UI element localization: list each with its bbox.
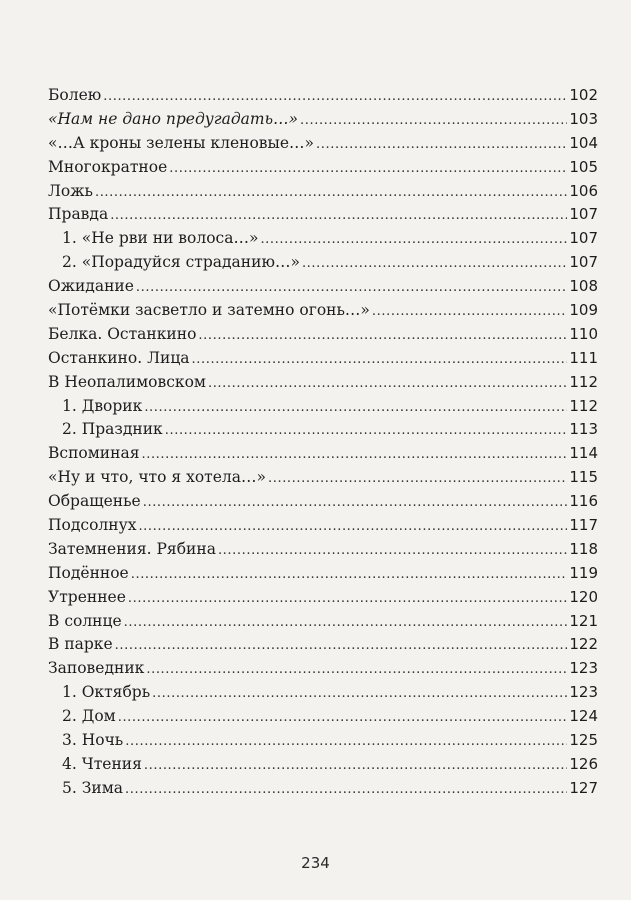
toc-entry	[48, 657, 598, 681]
toc-entry-page: 127	[569, 778, 598, 797]
toc-entry-title: 1. Октябрь	[62, 683, 151, 702]
toc-subentry	[48, 753, 598, 777]
toc-entry	[48, 490, 598, 514]
toc-entry	[48, 610, 598, 634]
toc-entry-title: Белка. Останкино	[48, 324, 197, 343]
toc-entry-page: 120	[569, 587, 598, 606]
toc-entry-title: Правда	[48, 205, 109, 224]
page-number: 234	[301, 854, 330, 872]
toc-entry-page: 108	[569, 277, 598, 296]
toc-entry	[48, 132, 598, 156]
dot-leader	[302, 252, 567, 276]
toc-entry-page: 124	[569, 707, 598, 726]
toc-entry	[48, 180, 598, 204]
dot-leader	[300, 109, 567, 133]
toc-entry-page: 119	[569, 563, 598, 582]
toc-subentry	[48, 251, 598, 275]
toc-entry-title: Ложь	[48, 181, 93, 200]
toc-entry-page: 107	[569, 205, 598, 224]
toc-entry-title: Многократное	[48, 157, 168, 176]
toc-entry	[48, 442, 598, 466]
dot-leader	[268, 467, 567, 491]
toc-entry-title: 5. Зима	[62, 778, 124, 797]
toc-entry-page: 125	[569, 731, 598, 750]
dot-leader	[372, 300, 567, 324]
toc-entry-page: 123	[569, 683, 598, 702]
dot-leader	[118, 706, 568, 730]
dot-leader	[136, 276, 567, 300]
toc-entry	[48, 347, 598, 371]
toc-entry-page: 126	[569, 754, 598, 773]
dot-leader	[192, 348, 568, 372]
dot-leader	[124, 611, 568, 635]
toc-entry-title: В парке	[48, 635, 113, 654]
toc-entry-title: Затемнения. Рябина	[48, 539, 216, 558]
toc-subentry	[48, 705, 598, 729]
dot-leader	[169, 157, 567, 181]
toc-entry-title: «Нам не дано предугадать…»	[48, 109, 299, 128]
toc-entry-page: 110	[569, 324, 598, 343]
dot-leader	[110, 204, 567, 228]
toc-entry-page: 105	[569, 157, 598, 176]
dot-leader	[152, 682, 567, 706]
toc-entry	[48, 299, 598, 323]
toc-entry	[48, 562, 598, 586]
toc-subentry	[48, 418, 598, 442]
dot-leader	[95, 181, 567, 205]
toc-entry	[48, 275, 598, 299]
toc-entry-title: В солнце	[48, 611, 122, 630]
dot-leader	[165, 419, 568, 443]
toc-entry-page: 116	[569, 492, 598, 511]
toc-entry-title: 1. «Не рви ни волоса…»	[62, 229, 259, 248]
toc-entry-page: 113	[569, 420, 598, 439]
toc-entry-page: 111	[569, 348, 598, 367]
toc-subentry	[48, 681, 598, 705]
toc-entry-title: 2. «Порадуйся страданию…»	[62, 253, 300, 272]
toc-entry	[48, 633, 598, 657]
toc-entry-title: Обращенье	[48, 492, 141, 511]
dot-leader	[128, 587, 567, 611]
dot-leader	[218, 539, 567, 563]
dot-leader	[125, 778, 567, 802]
toc-subentry	[48, 395, 598, 419]
toc-entry-title: Заповедник	[48, 659, 145, 678]
dot-leader	[146, 658, 567, 682]
toc-entry	[48, 108, 598, 132]
dot-leader	[316, 133, 567, 157]
dot-leader	[138, 515, 567, 539]
toc-entry-title: Подённое	[48, 563, 129, 582]
toc-entry-page: 115	[569, 468, 598, 487]
toc-entry-page: 122	[569, 635, 598, 654]
toc-entry-title: Утреннее	[48, 587, 126, 606]
toc-entry-title: 2. Дом	[62, 707, 116, 726]
toc-entry-title: Подсолнух	[48, 516, 137, 535]
dot-leader	[144, 396, 567, 420]
toc-entry	[48, 586, 598, 610]
toc-entry-title: Ожидание	[48, 277, 134, 296]
toc-entry-page: 112	[569, 396, 598, 415]
toc-entry-page: 109	[569, 301, 598, 320]
toc-entry-page: 103	[569, 109, 598, 128]
toc-entry	[48, 371, 598, 395]
dot-leader	[131, 563, 568, 587]
toc-entry-page: 102	[569, 86, 598, 104]
toc-entry-page: 117	[569, 516, 598, 535]
toc-entry-page: 104	[569, 133, 598, 152]
dot-leader	[125, 730, 567, 754]
toc-entry-page: 106	[569, 181, 598, 200]
dot-leader	[208, 372, 567, 396]
toc-entry	[48, 466, 598, 490]
toc-subentry	[48, 777, 598, 801]
dot-leader	[141, 443, 567, 467]
toc-entry-page: 112	[569, 372, 598, 391]
toc-entry-title: 2. Праздник	[62, 420, 163, 439]
toc-entry-title: 4. Чтения	[62, 754, 142, 773]
dot-leader	[143, 491, 568, 515]
toc-entry-title: Вспоминая	[48, 444, 140, 463]
dot-leader	[115, 634, 568, 658]
toc-entry-page: 114	[569, 444, 598, 463]
toc-entry-page: 118	[569, 539, 598, 558]
toc-entry-title: 1. Дворик	[62, 396, 143, 415]
dot-leader	[260, 228, 567, 252]
toc-entry	[48, 84, 598, 108]
toc-entry-title: Останкино. Лица	[48, 348, 190, 367]
toc-entry-page: 121	[569, 611, 598, 630]
toc-subentry	[48, 729, 598, 753]
toc-entry-page: 123	[569, 659, 598, 678]
toc-entry-page: 107	[569, 229, 598, 248]
table-of-contents	[48, 84, 598, 801]
toc-entry	[48, 323, 598, 347]
dot-leader	[103, 85, 567, 109]
toc-entry-title: Болею	[48, 86, 102, 104]
toc-entry-page: 107	[569, 253, 598, 272]
toc-entry	[48, 156, 598, 180]
toc-entry	[48, 203, 598, 227]
toc-entry	[48, 514, 598, 538]
toc-entry-title: «Потёмки засветло и затемно огонь…»	[48, 301, 370, 320]
dot-leader	[198, 324, 567, 348]
toc-entry-title: «Ну и что, что я хотела…»	[48, 468, 266, 487]
toc-entry-title: 3. Ночь	[62, 731, 124, 750]
dot-leader	[144, 754, 567, 778]
toc-entry-title: «…А кроны зелены кленовые…»	[48, 133, 315, 152]
toc-entry-title: В Неопалимовском	[48, 372, 206, 391]
toc-subentry	[48, 227, 598, 251]
toc-entry	[48, 538, 598, 562]
